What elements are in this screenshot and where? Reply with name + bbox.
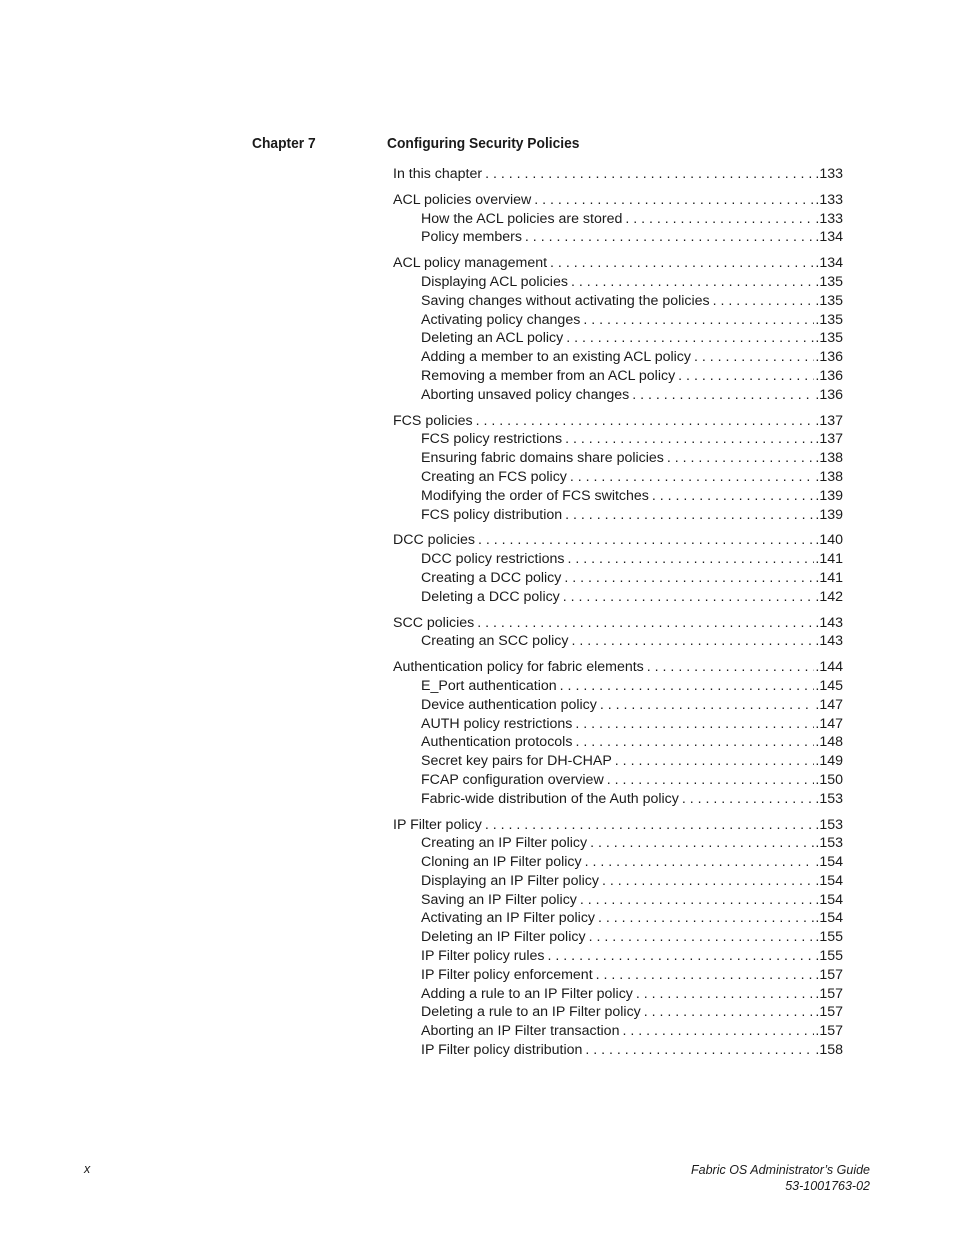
toc-entry[interactable]	[393, 165, 843, 184]
dot-leader	[589, 928, 815, 947]
toc-entry-title: Device authentication policy	[421, 696, 597, 713]
toc-subentry[interactable]	[393, 1003, 843, 1022]
dot-leader	[563, 588, 815, 607]
toc-subentry[interactable]	[393, 677, 843, 696]
toc-page-number: .136	[815, 349, 843, 366]
footer-document-info	[691, 1162, 870, 1194]
toc-entry-title: Displaying an IP Filter policy	[421, 872, 599, 889]
toc-entry-title: DCC policy restrictions	[421, 551, 565, 568]
toc-subentry[interactable]	[393, 329, 843, 348]
toc-page-number: .145	[815, 677, 843, 694]
toc-entry-title: Adding a rule to an IP Filter policy	[421, 985, 633, 1002]
toc-page-number: .135	[815, 330, 843, 347]
toc-entry-title: Authentication protocols	[421, 734, 573, 751]
toc-entry-title: Activating an IP Filter policy	[421, 910, 596, 927]
toc-page-number: .134	[815, 229, 843, 246]
toc-page-number: .137	[815, 431, 843, 448]
toc-subentry[interactable]	[393, 872, 843, 891]
toc-entry-title: Activating policy changes	[421, 311, 581, 328]
toc-page-number: .147	[815, 715, 843, 732]
toc-entry-title: Fabric-wide distribution of the Auth policy	[421, 790, 679, 807]
toc-page-number: .153	[815, 835, 843, 852]
toc-page-number: .154	[815, 891, 843, 908]
dot-leader	[583, 311, 814, 330]
dot-leader	[566, 329, 814, 348]
toc-entry-title: Aborting unsaved policy changes	[421, 386, 630, 403]
toc-section	[393, 614, 843, 652]
toc-entry[interactable]	[393, 658, 843, 677]
toc-page-number: .158	[815, 1042, 843, 1059]
toc-subentry[interactable]	[393, 449, 843, 468]
dot-leader	[476, 412, 815, 431]
toc-subentry[interactable]	[393, 367, 843, 386]
toc-page-number: .138	[815, 468, 843, 485]
toc-entry-title: FCS policy distribution	[421, 506, 563, 523]
toc-entry[interactable]	[393, 614, 843, 633]
toc-page-number: .154	[815, 872, 843, 889]
toc-entry-title: IP Filter policy enforcement	[421, 966, 593, 983]
toc-entry-title: Deleting an ACL policy	[421, 330, 564, 347]
toc-page-number: .155	[815, 948, 843, 965]
dot-leader	[598, 909, 814, 928]
toc-page-number: .157	[815, 1023, 843, 1040]
dot-leader	[478, 531, 814, 550]
footer-guide-title: Fabric OS Administrator’s Guide	[691, 1163, 870, 1177]
toc-subentry[interactable]	[393, 569, 843, 588]
toc-section	[393, 531, 843, 606]
toc-page-number: .134	[815, 255, 843, 272]
toc-entry-title: SCC policies	[393, 614, 475, 631]
toc-page-number: .137	[815, 412, 843, 429]
toc-entry-title: E_Port authentication	[421, 677, 557, 694]
toc-section	[393, 165, 843, 184]
toc-entry-title: DCC policies	[393, 532, 475, 549]
toc-subentry[interactable]	[393, 1022, 843, 1041]
toc-subentry[interactable]	[393, 487, 843, 506]
toc-entry-title: Creating an FCS policy	[421, 468, 567, 485]
toc-subentry[interactable]	[393, 386, 843, 405]
dot-leader	[564, 569, 814, 588]
dot-leader	[570, 468, 814, 487]
toc-subentry[interactable]	[393, 853, 843, 872]
toc-entry-title: Authentication policy for fabric elements	[393, 659, 644, 676]
toc-entry-title: Creating an IP Filter policy	[421, 835, 588, 852]
dot-leader	[485, 165, 814, 184]
toc-entry-title: Removing a member from an ACL policy	[421, 367, 676, 384]
toc-entry[interactable]	[393, 412, 843, 431]
dot-leader	[713, 292, 815, 311]
dot-leader	[647, 658, 815, 677]
toc-entry-title: Policy members	[421, 229, 522, 246]
toc-page-number: .153	[815, 790, 843, 807]
toc-entry-title: Ensuring fabric domains share policies	[421, 450, 664, 467]
toc-subentry[interactable]	[393, 430, 843, 449]
toc-entry-title: IP Filter policy distribution	[421, 1042, 583, 1059]
dot-leader	[636, 985, 814, 1004]
footer-doc-number: 53-1001763-02	[785, 1179, 870, 1193]
dot-leader	[565, 430, 814, 449]
footer-page-number: x	[84, 1162, 91, 1176]
dot-leader	[615, 752, 815, 771]
toc-subentry[interactable]	[393, 966, 843, 985]
toc-entry-title: AUTH policy restrictions	[421, 715, 573, 732]
toc-subentry[interactable]	[393, 752, 843, 771]
dot-leader	[607, 771, 815, 790]
toc-page-number: .139	[815, 506, 843, 523]
dot-leader	[550, 254, 814, 273]
toc-subentry[interactable]	[393, 228, 843, 247]
dot-leader	[575, 733, 814, 752]
toc-entry-title: Deleting a rule to an IP Filter policy	[421, 1004, 641, 1021]
toc-section	[393, 816, 843, 1060]
toc-subentry[interactable]	[393, 1041, 843, 1060]
toc-page-number: .141	[815, 551, 843, 568]
toc-subentry[interactable]	[393, 733, 843, 752]
dot-leader	[571, 273, 814, 292]
toc-page-number: .133	[815, 166, 843, 182]
toc-entry-title: FCS policy restrictions	[421, 431, 563, 448]
toc-subentry[interactable]	[393, 715, 843, 734]
toc-subentry[interactable]	[393, 909, 843, 928]
toc-entry-title: How the ACL policies are stored	[421, 210, 623, 227]
toc-entry-title: ACL policy management	[393, 255, 548, 272]
toc-page-number: .154	[815, 854, 843, 871]
toc-page-number: .148	[815, 734, 843, 751]
toc-subentry[interactable]	[393, 947, 843, 966]
toc-subentry[interactable]	[393, 928, 843, 947]
toc-page-number: .143	[815, 633, 843, 650]
toc-section	[393, 191, 843, 247]
toc-page-number: .142	[815, 588, 843, 605]
toc-page-number: .133	[815, 210, 843, 227]
toc-page-number: .154	[815, 910, 843, 927]
dot-leader	[644, 1003, 815, 1022]
toc-page-number: .155	[815, 929, 843, 946]
toc-subentry[interactable]	[393, 273, 843, 292]
toc-entry-title: Cloning an IP Filter policy	[421, 854, 582, 871]
toc-entry-title: Secret key pairs for DH-CHAP	[421, 753, 612, 770]
dot-leader	[590, 834, 814, 853]
toc-section	[393, 254, 843, 404]
toc-subentry[interactable]	[393, 790, 843, 809]
toc-subentry[interactable]	[393, 891, 843, 910]
dot-leader	[571, 632, 814, 651]
toc-page-number: .140	[815, 532, 843, 549]
toc-subentry[interactable]	[393, 468, 843, 487]
toc-entry-title: FCAP configuration overview	[421, 771, 604, 788]
toc-page-number: .135	[815, 273, 843, 290]
chapter-number: Chapter 7	[252, 135, 316, 152]
toc-entry-title: In this chapter	[393, 166, 483, 182]
dot-leader	[548, 947, 815, 966]
toc-subentry[interactable]	[393, 632, 843, 651]
toc-entry-title: Aborting an IP Filter transaction	[421, 1023, 620, 1040]
dot-leader	[565, 506, 814, 525]
toc-subentry[interactable]	[393, 550, 843, 569]
toc-subentry[interactable]	[393, 348, 843, 367]
chapter-title: Configuring Security Policies	[387, 135, 580, 152]
dot-leader	[585, 1041, 814, 1060]
dot-leader	[567, 550, 814, 569]
toc-page-number: .133	[815, 191, 843, 208]
toc-page-number: .157	[815, 1004, 843, 1021]
toc-entry-title: Deleting an IP Filter policy	[421, 929, 586, 946]
toc-subentry[interactable]	[393, 210, 843, 229]
dot-leader	[682, 790, 815, 809]
toc-subentry[interactable]	[393, 985, 843, 1004]
dot-leader	[560, 677, 815, 696]
toc-page-number: .143	[815, 614, 843, 631]
toc-entry[interactable]	[393, 816, 843, 835]
dot-leader	[678, 367, 814, 386]
toc-subentry[interactable]	[393, 771, 843, 790]
dot-leader	[585, 853, 815, 872]
dot-leader	[652, 487, 814, 506]
toc-subentry[interactable]	[393, 506, 843, 525]
dot-leader	[625, 210, 814, 229]
toc-entry-title: FCS policies	[393, 412, 473, 429]
toc-page-number: .136	[815, 386, 843, 403]
toc-page-number: .135	[815, 311, 843, 328]
toc-entry-title: Saving an IP Filter policy	[421, 891, 577, 908]
dot-leader	[602, 872, 814, 891]
dot-leader	[575, 715, 814, 734]
toc-page-number: .141	[815, 569, 843, 586]
table-of-contents	[393, 165, 843, 1067]
dot-leader	[485, 816, 815, 835]
dot-leader	[534, 191, 814, 210]
dot-leader	[632, 386, 814, 405]
toc-subentry[interactable]	[393, 696, 843, 715]
toc-page-number: .147	[815, 696, 843, 713]
toc-section	[393, 658, 843, 808]
toc-page-number: .150	[815, 771, 843, 788]
toc-entry-title: Modifying the order of FCS switches	[421, 487, 649, 504]
toc-entry-title: Adding a member to an existing ACL policy	[421, 349, 691, 366]
toc-subentry[interactable]	[393, 311, 843, 330]
toc-page-number: .157	[815, 985, 843, 1002]
toc-page-number: .144	[815, 659, 843, 676]
toc-entry-title: Saving changes without activating the policies	[421, 292, 710, 309]
toc-entry[interactable]	[393, 254, 843, 273]
toc-entry-title: Displaying ACL policies	[421, 273, 568, 290]
toc-section	[393, 412, 843, 525]
toc-entry-title: ACL policies overview	[393, 191, 532, 208]
toc-page-number: .139	[815, 487, 843, 504]
toc-entry-title: Creating an SCC policy	[421, 633, 569, 650]
toc-entry-title: IP Filter policy rules	[421, 948, 545, 965]
dot-leader	[694, 348, 814, 367]
toc-page-number: .138	[815, 450, 843, 467]
toc-page-number: .136	[815, 367, 843, 384]
dot-leader	[622, 1022, 814, 1041]
toc-page-number: .149	[815, 753, 843, 770]
toc-entry-title: Creating a DCC policy	[421, 569, 562, 586]
toc-entry[interactable]	[393, 531, 843, 550]
toc-page-number: .157	[815, 966, 843, 983]
toc-page-number: .153	[815, 816, 843, 833]
toc-page-number: .135	[815, 292, 843, 309]
toc-subentry[interactable]	[393, 834, 843, 853]
toc-subentry[interactable]	[393, 292, 843, 311]
toc-entry-title: Deleting a DCC policy	[421, 588, 560, 605]
dot-leader	[596, 966, 815, 985]
toc-entry-title: IP Filter policy	[393, 816, 482, 833]
toc-entry[interactable]	[393, 191, 843, 210]
dot-leader	[667, 449, 814, 468]
dot-leader	[525, 228, 814, 247]
toc-subentry[interactable]	[393, 588, 843, 607]
dot-leader	[600, 696, 815, 715]
dot-leader	[580, 891, 814, 910]
dot-leader	[477, 614, 814, 633]
